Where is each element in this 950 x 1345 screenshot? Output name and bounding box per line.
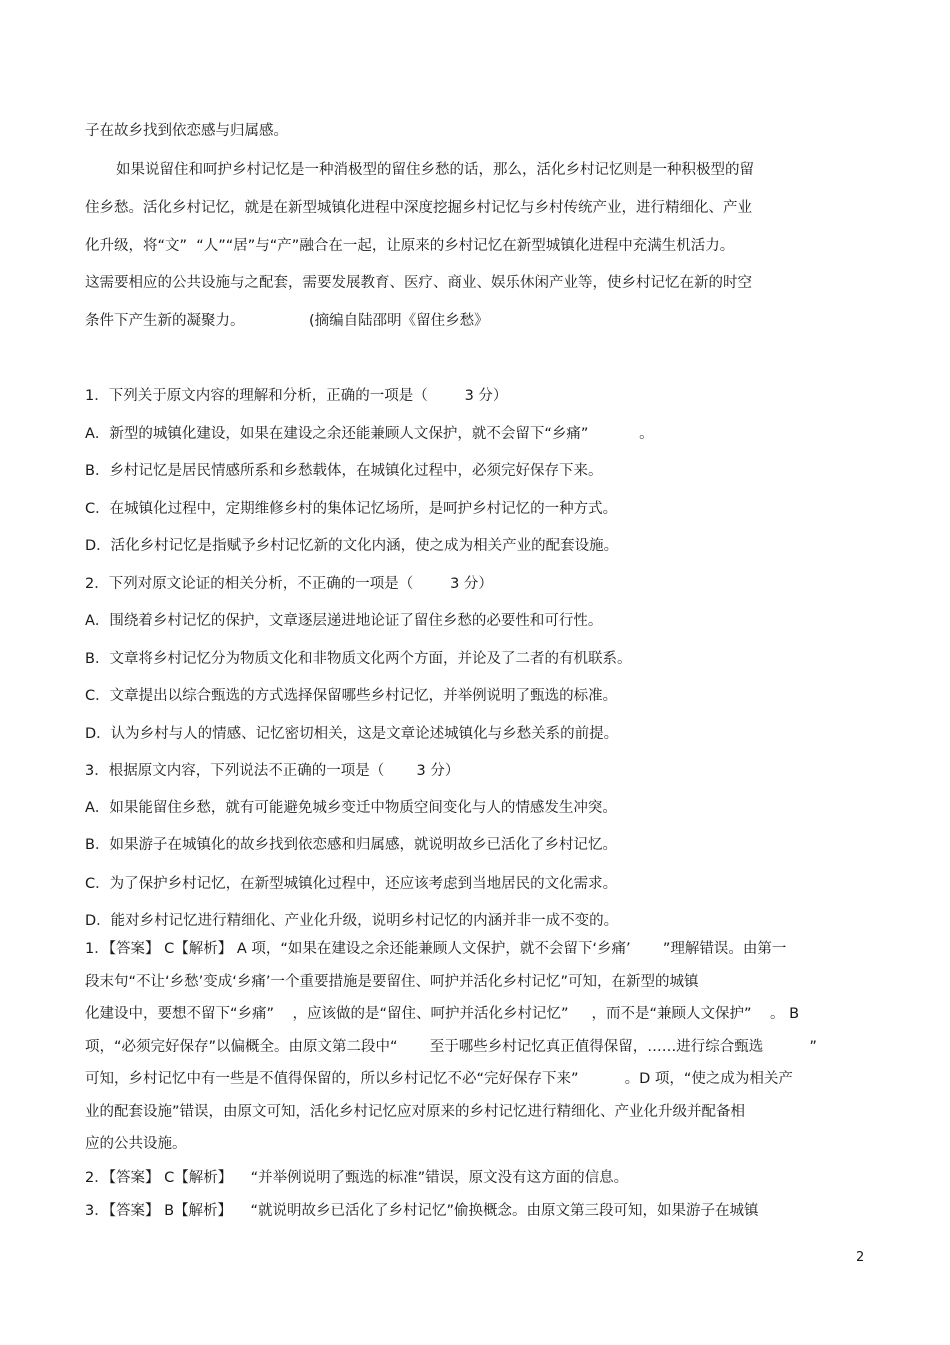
passage-line-3: 住乡愁。活化乡村记忆，就是在新型城镇化进程中深度挖掘乡村记忆与乡村传统产业，进行精细化、产业 [85,200,752,216]
question-3-stem: 3．根据原文内容，下列说法不正确的一项是（ 3 分） [85,763,460,779]
question-1-option-d: D．活化乡村记忆是指赋予乡村记忆新的文化内涵，使之成为相关产业的配套设施。 [85,538,619,554]
answer-line-1: 1．【答案】 C【解析】 A 项，“如果在建设之余还能兼顾人文保护，就不会留下‘乡痛’ ”理解错误。由第一 [85,941,787,957]
passage-line-4: 化升级，将“文” “人”“居”与“产”融合在一起，让原来的乡村记忆在新型城镇化进程中充满生机活力。 [85,238,735,254]
question-2-option-c: C．文章提出以综合甄选的方式选择保留哪些乡村记忆，并举例说明了甄选的标准。 [85,688,618,704]
answer-line-2: 段末句“不让‘乡愁’变成‘乡痛’一个重要措施是要留住、呵护并活化乡村记忆”可知，在新型的城镇 [85,974,699,990]
answer-line-8: 2．【答案】 C【解析】 “并举例说明了甄选的标准”错误，原文没有这方面的信息。 [85,1170,629,1186]
answer-line-3: 化建设中，要想不留下“乡痛” ，应该做的是“留住、呵护并活化乡村记忆” ，而不是“兼顾人文保护” 。 B [85,1006,800,1022]
passage-line-6: 条件下产生新的凝聚力。 (摘编自陆邵明《留住乡愁》 [85,313,489,329]
question-2-stem: 2．下列对原文论证的相关分析，不正确的一项是（ 3 分） [85,576,493,592]
question-2-option-d: D．认为乡村与人的情感、记忆密切相关，这是文章论述城镇化与乡愁关系的前提。 [85,726,619,742]
page-number: 2 [856,1250,865,1265]
question-1-stem: 1．下列关于原文内容的理解和分析，正确的一项是（ 3 分） [85,388,508,404]
question-2-option-a: A．围绕着乡村记忆的保护，文章逐层递进地论证了留住乡愁的必要性和可行性。 [85,613,603,629]
question-3-option-b: B．如果游子在城镇化的故乡找到依恋感和归属感，就说明故乡已活化了乡村记忆。 [85,837,617,853]
answer-line-7: 应的公共设施。 [85,1136,187,1152]
answer-line-6: 业的配套设施”错误，由原文可知，活化乡村记忆应对原来的乡村记忆进行精细化、产业化升级并配备相 [85,1104,746,1120]
question-3-option-c: C．为了保护乡村记忆，在新型城镇化过程中，还应该考虑到当地居民的文化需求。 [85,876,618,892]
question-1-option-c: C．在城镇化过程中，定期维修乡村的集体记忆场所，是呵护乡村记忆的一种方式。 [85,501,618,517]
question-3-option-d: D．能对乡村记忆进行精细化、产业化升级，说明乡村记忆的内涵并非一成不变的。 [85,913,619,929]
passage-line-1: 子在故乡找到依恋感与归属感。 [85,123,288,139]
question-1-option-b: B．乡村记忆是居民情感所系和乡愁载体，在城镇化过程中，必须完好保存下来。 [85,463,603,479]
question-1-option-a: A．新型的城镇化建设，如果在建设之余还能兼顾人文保护，就不会留下“乡痛” 。 [85,426,654,442]
answer-line-9: 3．【答案】 B【解析】 “就说明故乡已活化了乡村记忆”偷换概念。由原文第三段可知，如果游子在城镇 [85,1203,759,1219]
passage-line-2: 如果说留住和呵护乡村记忆是一种消极型的留住乡愁的话，那么，活化乡村记忆则是一种积极型的留 [116,162,754,178]
answer-line-5: 可知，乡村记忆中有一些是不值得保留的，所以乡村记忆不必“完好保存下来” 。D 项，“使之成为相关产 [85,1071,793,1087]
answer-line-4: 项，“必须完好保存”以偏概全。由原文第二段中“ 至于哪些乡村记忆真正值得保留，……进行综合甄选 ” [85,1039,817,1055]
question-2-option-b: B．文章将乡村记忆分为物质文化和非物质文化两个方面，并论及了二者的有机联系。 [85,651,632,667]
passage-line-5: 这需要相应的公共设施与之配套，需要发展教育、医疗、商业、娱乐休闲产业等，使乡村记忆在新的时空 [85,275,752,291]
question-3-option-a: A．如果能留住乡愁，就有可能避免城乡变迁中物质空间变化与人的情感发生冲突。 [85,800,617,816]
